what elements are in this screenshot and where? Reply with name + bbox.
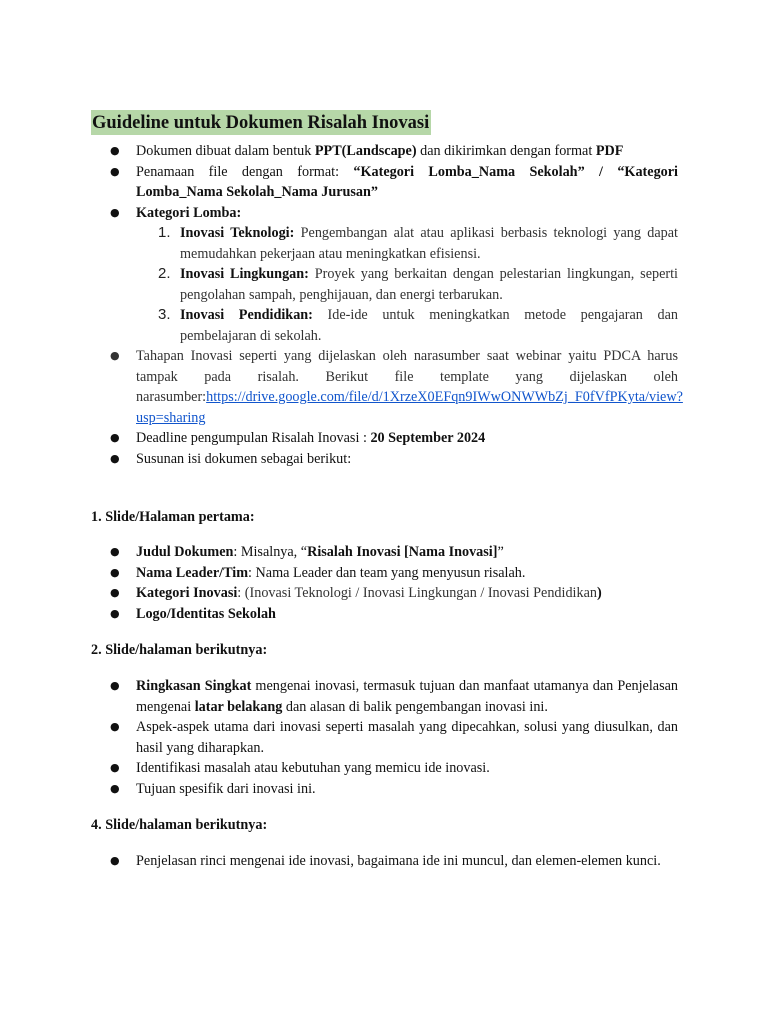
list-item (110, 346, 683, 428)
item-bold: Ringkasan Singkat (136, 678, 252, 694)
section4-list (110, 851, 678, 872)
category-list (136, 223, 678, 346)
item-bold: PDF (595, 143, 624, 159)
item-number: 1. (158, 224, 171, 241)
list-item (110, 203, 678, 347)
item-bold: Logo/Identitas Sekolah (136, 605, 276, 622)
item-bold: PPT(Landscape) (314, 143, 417, 159)
intro-list (110, 141, 683, 469)
list-item (110, 717, 678, 758)
item-number: 2. (158, 265, 171, 282)
category-item (158, 305, 678, 346)
section-title: 4. Slide/halaman berikutnya: (91, 817, 268, 833)
section2-list (110, 676, 678, 799)
item-text: Aspek-aspek utama dari inovasi seperti masalah yang dipecahkan, solusi yang diusulkan, dan hasil yang diharapkan. (136, 719, 678, 756)
item-text: Tujuan spesifik dari inovasi ini. (136, 780, 316, 797)
item-text: ” (497, 544, 504, 560)
item-bold: “Kategori Lomba_Nama Sekolah” / “Kategori Lomba_Nama Sekolah_Nama Jurusan” (136, 163, 678, 200)
item-text: Penjelasan rinci mengenai ide inovasi, bagaimana ide ini muncul, dan elemen-elemen kunci. (136, 853, 661, 869)
category-name: Inovasi Teknologi: (180, 225, 295, 241)
list-item (110, 676, 678, 717)
item-bold: Risalah Inovasi [Nama Inovasi] (307, 544, 498, 560)
list-item (110, 162, 678, 203)
list-item (110, 542, 678, 563)
category-desc: Ide-ide untuk meningkatkan metode pengajaran dan pembelajaran di sekolah. (180, 307, 678, 344)
list-item (110, 851, 678, 872)
item-text: Deadline pengumpulan Risalah Inovasi : (136, 430, 371, 446)
list-item (110, 604, 678, 625)
list-item (110, 583, 678, 604)
list-item (110, 563, 678, 584)
page-title: Guideline untuk Dokumen Risalah Inovasi (91, 110, 431, 135)
item-text: Penamaan file dengan format: (136, 163, 354, 180)
list-item (110, 449, 678, 470)
category-name: Inovasi Lingkungan: (180, 266, 309, 282)
section-title: 1. Slide/Halaman pertama: (91, 509, 255, 525)
item-bold: Kategori Inovasi (136, 585, 238, 601)
section1-list (110, 542, 678, 624)
list-item (110, 141, 678, 162)
template-link[interactable]: https://drive.google.com/file/d/1XrzeX0EFqn9IWwONWWbZj_F0fVfPKyta/view?usp=sharing (136, 389, 683, 426)
item-text: Tahapan Inovasi seperti yang dijelaskan oleh narasumber saat webinar yaitu PDCA harus tampak pada risalah. Berikut file template yang dijelaskan oleh narasumber: (136, 348, 678, 405)
list-item (110, 779, 678, 800)
item-text: Identifikasi masalah atau kebutuhan yang memicu ide inovasi. (136, 760, 490, 776)
item-text: Dokumen dibuat dalam bentuk (136, 143, 315, 159)
category-heading: Kategori Lomba: (136, 204, 242, 221)
category-item (158, 223, 678, 264)
section-title: 2. Slide/halaman berikutnya: (91, 642, 268, 658)
category-desc: Proyek yang berkaitan dengan pelestarian lingkungan, seperti pengolahan sampah, penghijauan, dan energi terbarukan. (180, 266, 678, 303)
category-name: Inovasi Pendidikan: (180, 307, 313, 323)
item-text: Susunan isi dokumen sebagai berikut: (136, 450, 352, 467)
item-text: mengenai inovasi, termasuk tujuan dan manfaat utamanya dan Penjelasan mengenai (136, 678, 679, 715)
category-item (158, 264, 678, 305)
item-text: : Misalnya, “ (233, 544, 308, 560)
item-bold: Judul Dokumen (136, 544, 234, 560)
deadline-date: 20 September 2024 (370, 430, 486, 446)
item-bold: latar belakang (194, 698, 283, 715)
item-text: : Nama Leader dan team yang menyusun risalah. (248, 564, 526, 581)
category-desc: Pengembangan alat atau aplikasi berbasis teknologi yang dapat memudahkan pekerjaan atau meningkatkan efisiensi. (180, 225, 678, 262)
item-number: 3. (158, 306, 171, 323)
item-text: dan alasan di balik pengembangan inovasi ini. (282, 698, 548, 715)
item-bold: ) (596, 585, 602, 601)
list-item (110, 428, 678, 449)
item-text: dan dikirimkan dengan format (416, 143, 596, 159)
item-bold: Nama Leader/Tim (136, 564, 249, 581)
item-text: : (Inovasi Teknologi / Inovasi Lingkungan / Inovasi Pendidikan (237, 585, 597, 601)
list-item (110, 758, 678, 779)
